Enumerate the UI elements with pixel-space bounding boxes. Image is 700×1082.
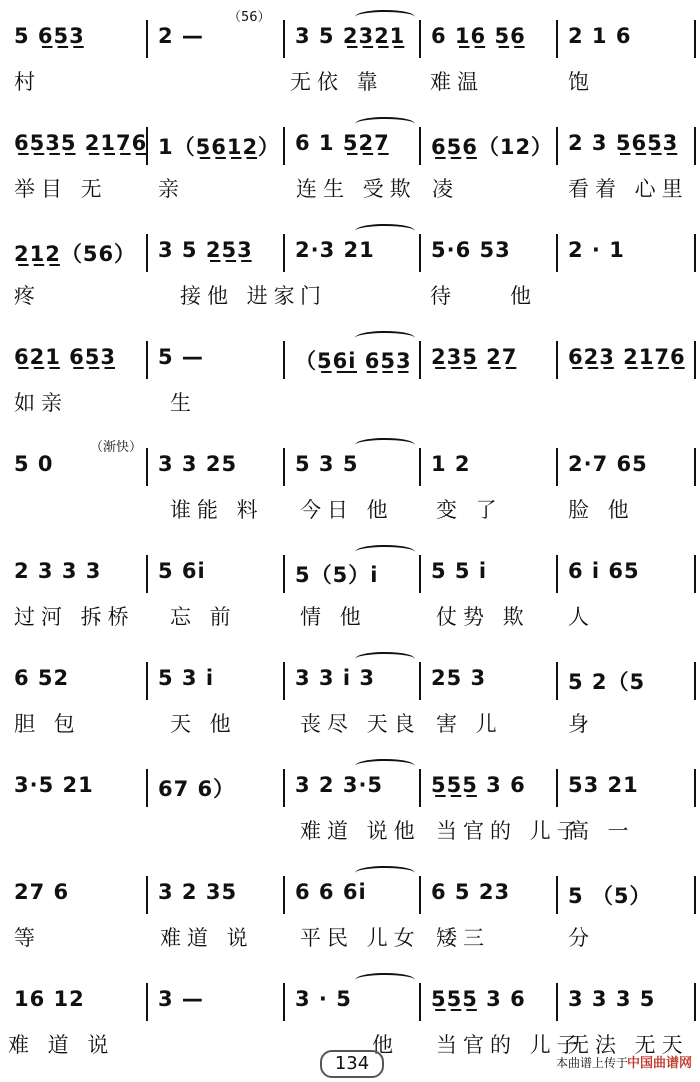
measure-notes: 3 3 25 — [158, 452, 238, 476]
slur-mark — [355, 10, 415, 24]
lyric-text: 亲 — [158, 177, 185, 201]
slur-mark — [355, 759, 415, 773]
bar-line — [283, 555, 285, 593]
slur-mark — [355, 438, 415, 452]
bar-line — [283, 448, 285, 486]
lyric-text: 忘 前 — [170, 605, 237, 629]
lyric-text: 看着 心里 — [568, 177, 689, 201]
measure-notes: 3·5 21 — [14, 773, 94, 797]
bar-line — [694, 20, 696, 58]
measure-notes: 5 5 i — [431, 559, 488, 583]
measure-notes: 6 1̲6̲ 5̲6̲ — [431, 24, 526, 48]
bar-line — [556, 20, 558, 58]
site-logo: 中国曲谱网 — [626, 1056, 692, 1071]
bar-line — [694, 769, 696, 807]
measure-notes: 3 3 3 5 — [568, 987, 656, 1011]
lyric-text: 情 他 — [300, 605, 367, 629]
measure-notes: 5 3 5 — [295, 452, 359, 476]
bar-line — [146, 341, 148, 379]
measure-notes: 5 — — [158, 345, 204, 369]
bar-line — [694, 127, 696, 165]
measure-notes: 3 2 35 — [158, 880, 238, 904]
bar-line — [146, 983, 148, 1021]
bar-line — [694, 448, 696, 486]
bar-line — [283, 234, 285, 272]
lyric-text: 他 — [510, 284, 537, 308]
lyric-text: 天 他 — [170, 712, 237, 736]
score-system — [0, 769, 700, 865]
lyric-text: 脸 他 — [568, 498, 635, 522]
lyric-text: 人 — [568, 605, 595, 629]
measure-notes: （5̲6̲i̲ 6̲5̲3̲ — [295, 349, 412, 373]
lyric-text: 难温 — [430, 70, 484, 94]
measure-notes: 5̲5̲5̲ 3 6 — [431, 773, 526, 797]
bar-line — [283, 341, 285, 379]
bar-line — [283, 127, 285, 165]
lyric-text: 分 — [568, 926, 595, 950]
measure-notes: 2 1 6 — [568, 24, 632, 48]
lyric-text: 矮三 — [436, 926, 490, 950]
score-annotation: （渐快） — [90, 440, 143, 455]
measure-notes: 3 5 2̲5̲3̲ — [158, 238, 253, 262]
score-system — [0, 662, 700, 758]
slur-mark — [355, 973, 415, 987]
slur-mark — [355, 652, 415, 666]
bar-line — [419, 234, 421, 272]
measure-notes: 2 3 3 3 — [14, 559, 102, 583]
bar-line — [419, 20, 421, 58]
upload-credit: 本曲谱上传于 — [555, 1056, 628, 1070]
bar-line — [419, 555, 421, 593]
lyric-text: 难道 说他 — [300, 819, 421, 843]
lyric-text: 疼 — [14, 284, 41, 308]
bar-line — [556, 127, 558, 165]
bar-line — [419, 448, 421, 486]
bar-line — [419, 341, 421, 379]
slur-mark — [355, 331, 415, 345]
lyric-text: 他 — [372, 1033, 399, 1057]
bar-line — [694, 662, 696, 700]
score-annotation: （56） — [228, 10, 271, 25]
lyric-text: 高 一 — [568, 819, 635, 843]
bar-line — [419, 876, 421, 914]
measure-notes: 5 6i — [158, 559, 206, 583]
lyric-text: 凌 — [432, 177, 459, 201]
lyric-text: 平民 儿女 — [300, 926, 421, 950]
bar-line — [694, 341, 696, 379]
measure-notes: 6 i 65 — [568, 559, 640, 583]
bar-line — [419, 127, 421, 165]
score-system — [0, 440, 700, 544]
lyric-text: 谁能 料 — [170, 498, 264, 522]
lyric-text: 等 — [14, 926, 41, 950]
lyric-text: 无依 靠 — [290, 70, 384, 94]
lyric-text: 难道 说 — [160, 926, 254, 950]
measure-notes: 27 6 — [14, 880, 70, 904]
slur-mark — [355, 224, 415, 238]
bar-line — [419, 983, 421, 1021]
lyric-text: 丧尽 天良 — [300, 712, 421, 736]
measure-notes: 1 2 — [431, 452, 471, 476]
measure-notes: 5 6̲5̲3̲ — [14, 24, 85, 48]
lyric-text: 仗势 欺 — [436, 605, 530, 629]
lyric-text: 当官的 儿子 — [436, 1033, 584, 1057]
measure-notes: 6̲5̲3̲5̲ 2̲1̲7̲6̲ — [14, 131, 148, 155]
bar-line — [283, 769, 285, 807]
lyric-text: 举目 无 — [14, 177, 108, 201]
bar-line — [283, 876, 285, 914]
measure-notes: 5 2（5 — [568, 670, 646, 694]
measure-notes: 2 — — [158, 24, 204, 48]
bar-line — [283, 983, 285, 1021]
measure-notes: 6 5 23 — [431, 880, 511, 904]
measure-notes: 3 — — [158, 987, 204, 1011]
measure-notes: 25 3 — [431, 666, 487, 690]
measure-notes: 2 3 5̲6̲5̲3̲ — [568, 131, 679, 155]
measure-notes: 6̲2̲1̲ 6̲5̲3̲ — [14, 345, 116, 369]
measure-notes: 67 6） — [158, 777, 236, 801]
score-system — [0, 234, 700, 330]
bar-line — [146, 555, 148, 593]
lyric-text: 难 道 说 — [8, 1033, 115, 1057]
measure-notes: 5 （5） — [568, 884, 652, 908]
bar-line — [419, 662, 421, 700]
measure-notes: 2·3 21 — [295, 238, 375, 262]
bar-line — [556, 662, 558, 700]
measure-notes: 2̲3̲5̲ 2̲7̲ — [431, 345, 518, 369]
bar-line — [146, 448, 148, 486]
lyric-text: 村 — [14, 70, 41, 94]
slur-mark — [355, 117, 415, 131]
measure-notes: 5 3 i — [158, 666, 215, 690]
lyric-text: 无法 无天 — [568, 1033, 689, 1057]
measure-notes: 53 21 — [568, 773, 639, 797]
bar-line — [556, 876, 558, 914]
lyric-text: 饱 — [568, 70, 595, 94]
bar-line — [283, 20, 285, 58]
score-system — [0, 876, 700, 972]
bar-line — [556, 234, 558, 272]
bar-line — [146, 234, 148, 272]
bar-line — [419, 769, 421, 807]
lyric-text: 如亲 — [14, 391, 68, 415]
bar-line — [694, 555, 696, 593]
measure-notes: 5 0 — [14, 452, 54, 476]
bar-line — [146, 769, 148, 807]
score-system — [0, 341, 700, 437]
bar-line — [146, 20, 148, 58]
measure-notes: 6 1 5̲2̲7̲ — [295, 131, 390, 155]
page-number: 134 — [320, 1050, 384, 1078]
bar-line — [283, 662, 285, 700]
bar-line — [694, 876, 696, 914]
score-system — [0, 127, 700, 223]
lyric-text: 门 — [300, 284, 327, 308]
measure-notes: 6 52 — [14, 666, 70, 690]
bar-line — [146, 662, 148, 700]
measure-notes: 5·6 53 — [431, 238, 511, 262]
measure-notes: 3 2 3·5 — [295, 773, 384, 797]
measure-notes: 3 · 5 — [295, 987, 352, 1011]
bar-line — [694, 234, 696, 272]
bar-line — [146, 876, 148, 914]
measure-notes: 6 6 6i — [295, 880, 367, 904]
lyric-text: 接他 进家 — [180, 284, 301, 308]
measure-notes: 6̲5̲6̲（12） — [431, 135, 554, 159]
lyric-text: 身 — [568, 712, 595, 736]
measure-notes: 2 · 1 — [568, 238, 625, 262]
lyric-text: 生 — [170, 391, 197, 415]
bar-line — [556, 341, 558, 379]
lyric-text: 待 — [430, 284, 457, 308]
bar-line — [694, 983, 696, 1021]
lyric-text: 过河 拆桥 — [14, 605, 135, 629]
lyric-text: 胆 包 — [14, 712, 81, 736]
measure-notes: 3 5 2̲3̲2̲1̲ — [295, 24, 406, 48]
measure-notes: 5（5）i — [295, 563, 379, 587]
lyric-text: 今日 他 — [300, 498, 394, 522]
measure-notes: 2̲1̲2̲（56） — [14, 242, 137, 266]
lyric-text: 害 儿 — [436, 712, 503, 736]
bar-line — [556, 769, 558, 807]
slur-mark — [355, 866, 415, 880]
score-system — [0, 10, 700, 116]
measure-notes: 16 12 — [14, 987, 85, 1011]
measure-notes: 6̲2̲3̲ 2̲1̲7̲6̲ — [568, 345, 686, 369]
measure-notes: 5̲5̲5̲ 3 6 — [431, 987, 526, 1011]
measure-notes: 1（5̲6̲1̲2̲） — [158, 135, 281, 159]
measure-notes: 2·7 65 — [568, 452, 648, 476]
lyric-text: 当官的 儿子 — [436, 819, 584, 843]
bar-line — [556, 448, 558, 486]
lyric-text: 变 了 — [436, 498, 503, 522]
bar-line — [556, 983, 558, 1021]
measure-notes: 3 3 i 3 — [295, 666, 375, 690]
slur-mark — [355, 545, 415, 559]
score-system — [0, 555, 700, 651]
lyric-text: 连生 受欺 — [296, 177, 417, 201]
bar-line — [556, 555, 558, 593]
